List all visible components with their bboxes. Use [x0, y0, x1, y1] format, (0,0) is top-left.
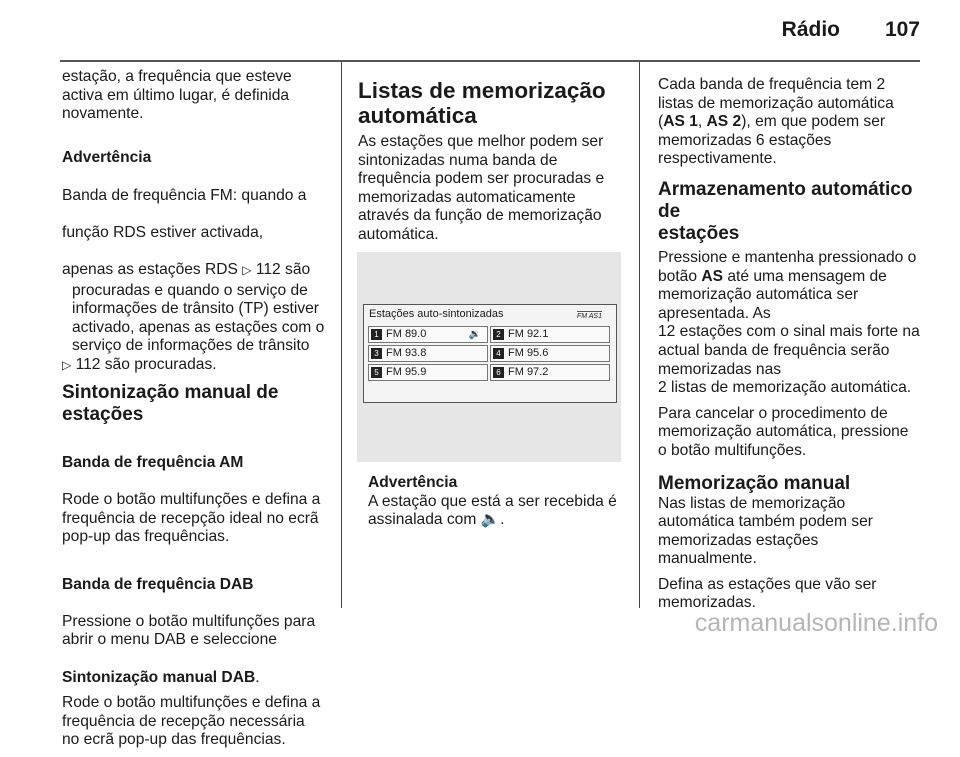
- text: Cada banda de frequência tem 2 listas de memorização automática (: [658, 76, 894, 131]
- preset-label: FM 92.1: [508, 328, 549, 340]
- paragraph-manual: Nas listas de memorização automática também podem ser memorizadas estações manualmente.: [658, 494, 873, 568]
- screen-title: Estações auto-sintonizadas: [369, 308, 504, 320]
- column-3: [658, 76, 928, 620]
- paragraph-define: Defina as estações que vão ser memorizadas.: [658, 575, 877, 612]
- am-title: Banda de frequência AM: [62, 454, 244, 472]
- paragraph: estação, a frequência que esteve activa em último lugar, é definida novamente.: [62, 68, 292, 123]
- page-ref-icon: ▷: [242, 262, 252, 277]
- preset-button[interactable]: [368, 326, 488, 343]
- radio-screen-figure: [357, 252, 621, 462]
- section-title: Rádio: [781, 18, 840, 41]
- dab-menu-name: Sintonização manual DAB: [62, 668, 256, 686]
- column-divider-2: [639, 62, 640, 608]
- heading-manual-memory: Memorização manual: [658, 472, 851, 494]
- preset-button[interactable]: [490, 345, 610, 362]
- preset-number: 2: [493, 329, 504, 340]
- preset-number: 6: [493, 367, 504, 378]
- text: Pressione e mantenha pressionado o botão: [658, 248, 917, 285]
- paragraph-bands: [658, 76, 928, 169]
- preset-number: 3: [371, 348, 382, 359]
- preset-label: FM 89.0: [386, 328, 427, 340]
- preset-button[interactable]: [490, 326, 610, 343]
- preset-number: 4: [493, 348, 504, 359]
- screen-badge: FM AS1: [576, 313, 602, 320]
- paragraph-auto-store: [658, 249, 928, 398]
- preset-label: FM 95.9: [386, 366, 427, 378]
- preset-button[interactable]: [490, 364, 610, 381]
- note-block: [62, 131, 334, 280]
- note-line: apenas as estações RDS: [62, 260, 243, 278]
- heading-auto-store: Armazenamento automático de estações: [658, 178, 913, 244]
- text: ), em que podem ser memorizadas 6 estações respectivamente.: [658, 113, 886, 168]
- preset-button[interactable]: [368, 364, 488, 381]
- page-number: 107: [884, 18, 920, 41]
- paragraph: As estações que melhor podem ser sintonizadas numa banda de frequência podem ser procuradas e memorizadas automaticamente através da função de memorização automática.: [358, 133, 605, 243]
- heading-auto-lists: Listas de memorização automática: [358, 78, 606, 128]
- paragraph-cancel: Para cancelar o procedimento de memorização automática, pressione o botão multifunções.: [658, 404, 909, 459]
- header-rule: [60, 60, 920, 62]
- page-ref-icon: ▷: [62, 357, 72, 372]
- as2-label: AS 2: [706, 113, 742, 131]
- preset-button[interactable]: [368, 345, 488, 362]
- am-text: Rode o botão multifunções e defina a frequência de recepção ideal no ecrã pop-up das frequências.: [62, 491, 321, 546]
- page-header: [0, 0, 960, 60]
- dab-text: Pressione o botão multifunções para abrir o menu DAB e seleccione: [62, 612, 316, 649]
- note-title: Advertência: [62, 149, 152, 167]
- preset-label: FM 97.2: [508, 366, 549, 378]
- note-line-end: [62, 356, 334, 375]
- watermark: carmanualsonline.info: [694, 609, 938, 637]
- dab-title: Banda de frequência DAB: [62, 575, 254, 593]
- column-1: [62, 68, 334, 757]
- note-line: 112 são: [251, 260, 311, 278]
- note-line: função RDS estiver activada,: [62, 223, 264, 241]
- preset-label: FM 95.6: [508, 347, 549, 359]
- column-divider-1: [341, 62, 342, 608]
- preset-number: 5: [371, 367, 382, 378]
- auto-station-screen: [363, 304, 617, 403]
- heading-manual-tuning: Sintonização manual de estações: [62, 381, 279, 425]
- am-block: [62, 436, 334, 548]
- speaker-icon: 🔉: [468, 329, 481, 340]
- text: ,: [697, 113, 707, 131]
- text: até uma mensagem de memorização automática ser apresentada. As 12 estações com o sinal mais forte na actual banda de frequência serão memorizadas nas 2 listas de memorização automática.: [658, 267, 920, 397]
- preset-number: 1: [371, 329, 382, 340]
- note-line: procuradas e quando o serviço de informações de trânsito (TP) estiver activado, apenas as estações com o serviço de informações de trânsito: [72, 281, 325, 355]
- note-title: Advertência: [368, 474, 458, 491]
- note-text: A estação que está a ser recebida é assinalada com: [368, 492, 617, 529]
- speaker-icon: 🔈: [480, 511, 501, 529]
- preset-label: FM 93.8: [386, 347, 427, 359]
- note-line: Banda de frequência FM: quando a: [62, 186, 307, 204]
- dab-block: Banda de frequência DAB Pressione o botão multifunções para abrir o menu DAB e seleccione Sintonização manual DAB.: [62, 575, 316, 686]
- note-text: 112 são procuradas.: [71, 355, 217, 373]
- as-button-label: AS: [701, 267, 724, 285]
- paragraph: Rode o botão multifunções e defina a frequência de recepção necessária no ecrã pop-up das frequências.: [62, 694, 321, 749]
- column-2: [358, 78, 630, 252]
- figure-note: Advertência A estação que está a ser recebida é assinalada com 🔈.: [368, 474, 617, 529]
- as1-label: AS 1: [663, 113, 698, 131]
